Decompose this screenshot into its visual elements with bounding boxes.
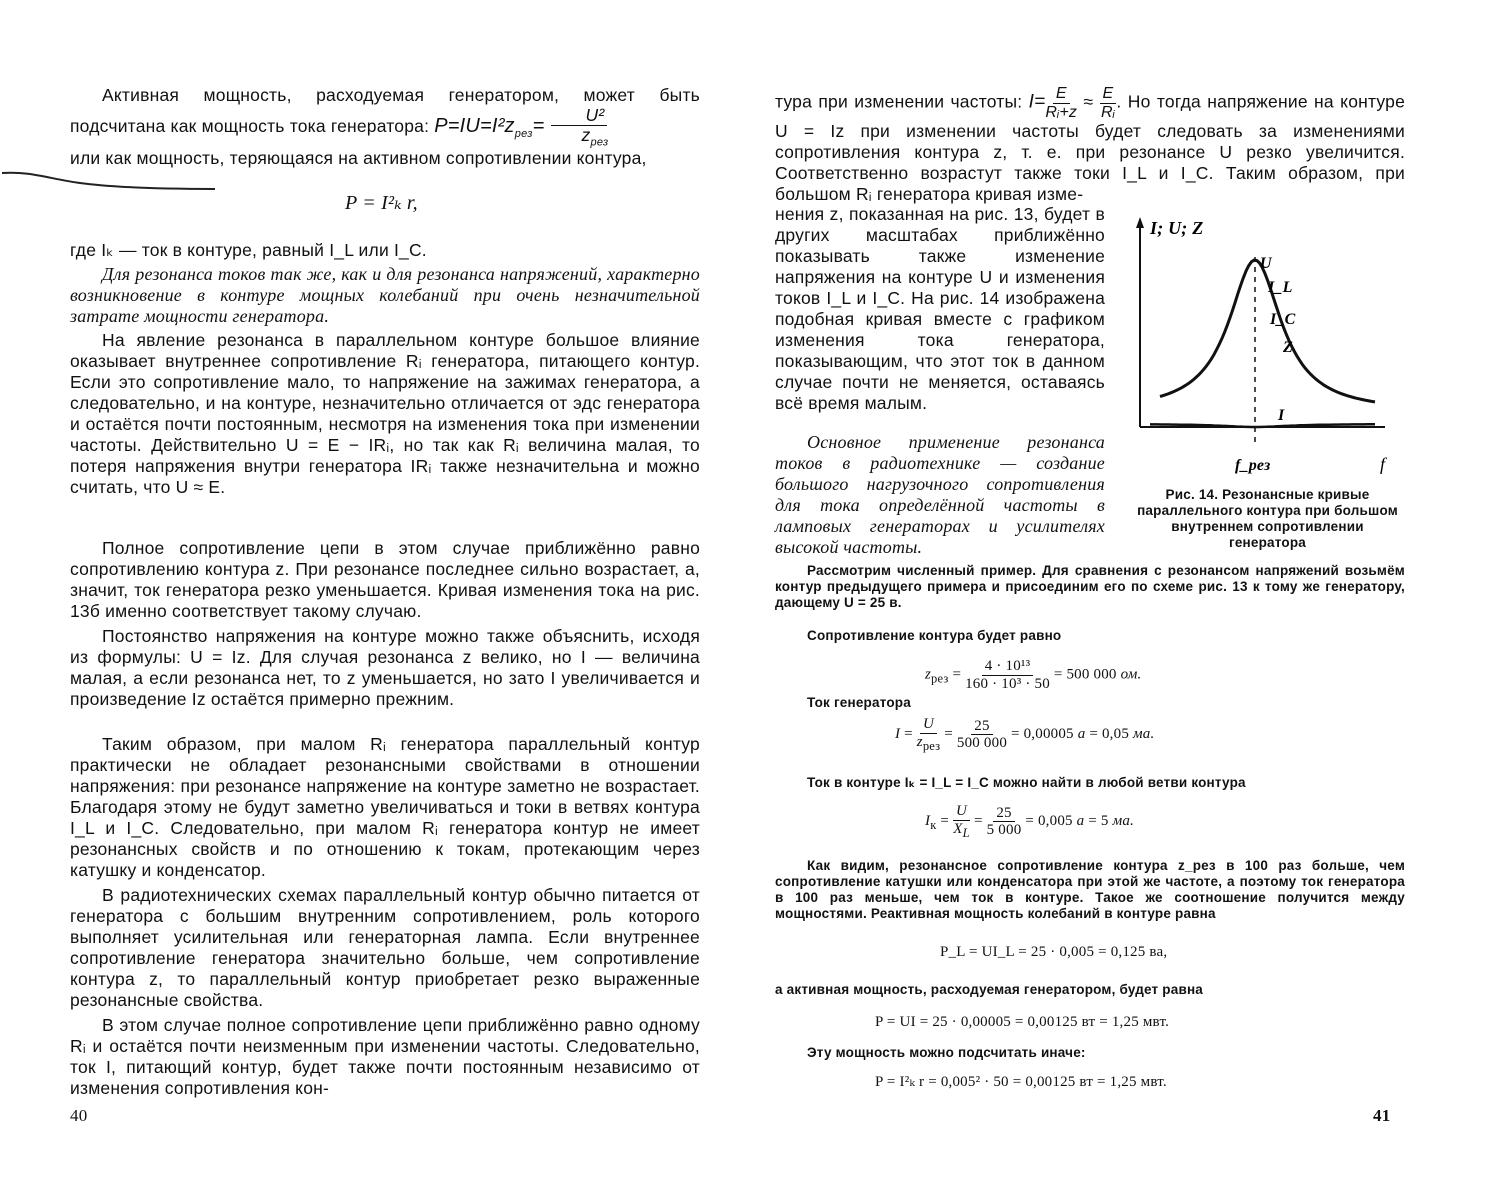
series-label-u: U bbox=[1260, 255, 1272, 272]
example-current-label: Ток генератора bbox=[807, 695, 911, 710]
para-5: Полное сопротивление цепи в этом случае приближённо равно сопротивлению контура z. При резонансе последнее сильно возрастает, а, значит, ток генератора резко уменьшается. Кривая изменения тока на рис. 13б именно соответствует такому случаю. bbox=[70, 538, 700, 621]
formula-loop-current: $I_к$ = $\frac{U}{X_L}$ = $\frac{25}{5 000}$ = 0,005 а = 5 ма. bbox=[925, 803, 1135, 840]
series-label-z: Z bbox=[1283, 339, 1293, 356]
page-number-right: 41 bbox=[1373, 1106, 1391, 1125]
para-6: Постоянство напряжения на контуре можно также объяснить, исходя из формулы: U = Iz. Для случая резонанса z велико, но I — величина малая, а если резонанса нет, то z уменьшается, но зато I увеличивается и произведение Iz остаётся примерно прежним. bbox=[70, 626, 700, 709]
para-1-tail: или как мощность, теряющаяся на активном сопротивлении контура, bbox=[70, 148, 647, 168]
para-4: На явление резонанса в параллельном контуре большое влияние оказывает внутреннее сопротивление Rᵢ генератора, питающего контур. Если это сопротивление мало, то напряжение на зажимах генератора, а следовательно, и на контуре, незначительно отличается от эдс генератора и остаётся почти постоянным, несмотря на изменения тока при изменении частоты. Действительно U = E − IRᵢ, но так как Rᵢ величина малая, то потеря напряжения внутри генератора IRᵢ также незначительна и можно считать, что U ≈ E. bbox=[70, 330, 700, 497]
series-label-il: I_L bbox=[1268, 279, 1293, 296]
example-alt-calc: Эту мощность можно подсчитать иначе: bbox=[807, 1045, 1086, 1060]
right-page bbox=[775, 0, 1405, 1200]
pencil-mark bbox=[0, 165, 220, 195]
example-intro: Рассмотрим численный пример. Для сравнения с резонансом напряжений возьмём контур предыдущего примера и присоединим его по схеме рис. 13 к тому же генератору, дающему U = 25 в. bbox=[775, 563, 1405, 610]
right-para-2: нения z, показанная на рис. 13, будет в других масштабах приближённо показывать также изменение напряжения на контуре U и изменения токов I_L и I_C. На рис. 14 изображена подобная кривая вместе с графиком изменения тока генератора, показывающим, что этот ток в данном случае почти не меняется, оставаясь всё время малым. bbox=[775, 204, 1105, 413]
formula-zres: $z_{рез}$ = $\frac{\text{4 · 10¹³}}{\text{160 · 10³ · 50}}$ = 500 000 ом. bbox=[925, 658, 1142, 692]
para-9: В этом случае полное сопротивление цепи приближённо равно одному Rᵢ и остаётся почти неизменным при изменении частоты. Следовательно, ток I, питающий контур, будет также почти постоянным независимо от изменения сопротивления кон- bbox=[70, 1015, 700, 1098]
left-page bbox=[70, 0, 700, 1200]
example-comparison: Как видим, резонансное сопротивление контура z_рез в 100 раз больше, чем сопротивление катушки или конденсатора при этой же частоте, а поэтому ток генератора в 100 раз меньше, чем ток в контуре. Такое же соотношение получится между мощностями. Реактивная мощность колебаний в контуре равна bbox=[775, 858, 1405, 921]
series-label-i: I bbox=[1278, 407, 1285, 424]
para-7: Таким образом, при малом Rᵢ генератора параллельный контур практически не обладает резонансными свойствами в отношении напряжения: при резонансе напряжение на контуре заметно не возрастает. Благодаря этому не будут заметно увеличиваться и токи в ветвях контура I_L и I_C. Следовательно, при малом Rᵢ генератора контур не имеет резонансных свойств и по отношению к токам, протекающим через катушку и конденсатор. bbox=[70, 734, 700, 880]
right-para-1: тура при изменении частоты: I= $\frac{E}{\text{Rᵢ+z}}$ ≈ $\frac{E}{\text{Rᵢ}}$ . Но тогда напряжение на контуре U = Iz при изменении частоты будет следовать за изменениями сопротивления контура z, т. е. при резонансе U резко увеличится. Соответственно возрастут также токи I_L и I_C. Таким образом, при большом Rᵢ генератора кривая изме- bbox=[775, 85, 1406, 205]
example-resistance-label: Сопротивление контура будет равно bbox=[807, 628, 1062, 643]
para-8: В радиотехнических схемах параллельный контур обычно питается от генератора с большим внутренним сопротивлением, роль которого выполняет усилительная или генераторная лампа. Если внутреннее сопротивление генератора значительно больше, чем сопротивление контура z, то параллельный контур приобретает резко выраженные резонансные свойства. bbox=[70, 885, 700, 1010]
page-number-left: 40 bbox=[70, 1106, 88, 1125]
example-active-power-label: а активная мощность, расходуемая генератором, будет равна bbox=[775, 982, 1204, 997]
y-axis-label: I; U; Z bbox=[1150, 218, 1204, 238]
para-1: Активная мощность, расходуемая генератором, может быть подсчитана как мощность тока генератора: $P=IU=I^2z_{рез}=$ $\frac{\text{U²}}{z_{рез}}$ bbox=[70, 85, 700, 149]
formula-active-power: P = UI = 25 · 0,00005 = 0,00125 вт = 1,25 мвт. bbox=[875, 1014, 1170, 1030]
para-2: где Iₖ — ток в контуре, равный I_L или I_C. bbox=[70, 240, 427, 260]
para-3: Для резонанса токов так же, как и для резонанса напряжений, характерно возникновение в контуре мощных колебаний при очень незначительной затрате мощности генератора. bbox=[70, 264, 700, 326]
formula-current: I = $\frac{U}{z_{рез}}$ = $\frac{25}{500 000}$ = 0,00005 а = 0,05 ма. bbox=[895, 716, 1155, 753]
right-para-3: Основное применение резонанса токов в радиотехнике — создание большого нагрузочного сопротивления для тока определённой частоты в ламповых генераторах и усилителях высокой частоты. bbox=[775, 432, 1105, 557]
formula-reactive-power: P_L = UI_L = 25 · 0,005 = 0,125 ва, bbox=[940, 944, 1168, 960]
x-tick-label: f_рез bbox=[1235, 457, 1271, 474]
x-axis-label: f bbox=[1380, 454, 1386, 474]
formula-p-ikr: P = I²ₖ r, bbox=[345, 192, 418, 214]
y-axis-arrow bbox=[1136, 217, 1144, 228]
formula-alt-power: P = I²ₖ r = 0,005² · 50 = 0,00125 вт = 1,25 мвт. bbox=[875, 1074, 1167, 1090]
figure-caption: Рис. 14. Резонансные кривые параллельного контура при большом внутреннем сопротивлении генератора bbox=[1137, 487, 1398, 550]
example-loop-current: Ток в контуре Iₖ = I_L = I_C можно найти в любой ветви контура bbox=[807, 775, 1246, 790]
resonance-chart bbox=[1130, 212, 1405, 482]
series-label-ic: I_C bbox=[1270, 311, 1296, 328]
